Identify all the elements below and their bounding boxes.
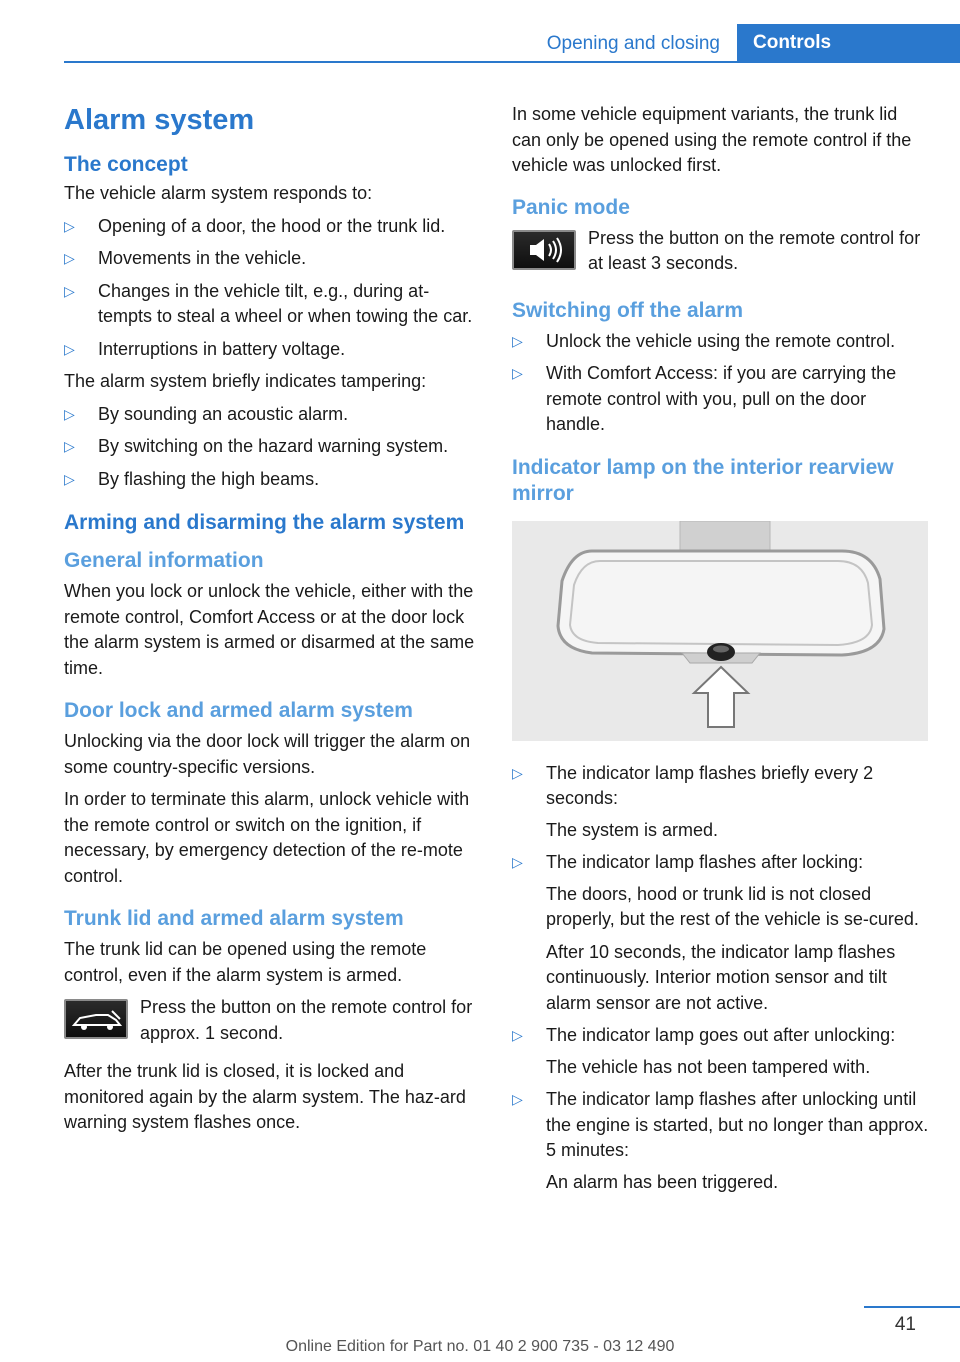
list-item-continuation: After 10 seconds, the indicator lamp flashes continuously. Interior motion sensor and tilt alarm sensor are not active. <box>546 941 896 1013</box>
triangle-bullet-icon: ▷ <box>64 405 75 422</box>
list-item <box>512 361 930 438</box>
triangle-bullet-icon: ▷ <box>512 764 523 781</box>
list-item <box>512 761 930 844</box>
triangle-bullet-icon: ▷ <box>512 1091 523 1107</box>
concept-intro: The vehicle alarm system responds to: <box>64 183 373 203</box>
list-item-text: Opening of a door, the hood or the trunk lid. <box>98 215 446 236</box>
list-item-text: The indicator lamp goes out after unlocking: <box>546 1025 896 1045</box>
edition-note: Online Edition for Part no. 01 40 2 900 735 - 03 12 490 <box>285 1338 675 1355</box>
list-item <box>64 214 482 240</box>
list-item-continuation: The vehicle has not been tampered with. <box>546 1056 871 1077</box>
list-item <box>512 1087 930 1195</box>
door-lock-text-2: In order to terminate this alarm, unlock vehicle with the remote control or switch on the ignition, if necessary, by emergency detection of the re‐mote control. <box>64 789 470 886</box>
list-item-text: By sounding an acoustic alarm. <box>98 403 349 424</box>
list-item <box>64 246 482 272</box>
list-item-continuation: The system is armed. <box>546 819 719 840</box>
list-item <box>64 337 482 363</box>
trunk-heading: Trunk lid and armed alarm system <box>64 907 404 930</box>
list-item-text: Interruptions in battery voltage. <box>98 338 346 359</box>
list-item-text: With Comfort Access: if you are carrying the remote control with you, pull on the door handle. <box>546 363 897 434</box>
list-item-text: Unlock the vehicle using the remote control. <box>546 330 896 351</box>
footer-rule <box>864 1306 960 1308</box>
list-item <box>64 467 482 493</box>
triangle-bullet-icon: ▷ <box>64 470 75 487</box>
triangle-bullet-icon: ▷ <box>512 332 523 349</box>
triangle-bullet-icon: ▷ <box>512 365 523 381</box>
triangle-bullet-icon: ▷ <box>64 282 75 299</box>
header-chapter-tab: Controls <box>737 24 960 62</box>
list-item <box>64 402 482 428</box>
concept-heading: The concept <box>64 153 188 176</box>
header-section-title: Opening and closing <box>546 33 720 54</box>
page-title: Alarm system <box>64 104 255 136</box>
indicator-heading: Indicator lamp on the interior rearview mirror <box>512 455 894 505</box>
list-item-continuation: An alarm has been triggered. <box>546 1171 779 1192</box>
switch-off-list <box>512 329 930 438</box>
panic-text: Press the button on the remote control for at least 3 seconds. <box>588 227 921 273</box>
triangle-bullet-icon: ▷ <box>512 1027 523 1043</box>
triangle-bullet-icon: ▷ <box>512 854 523 870</box>
triangle-bullet-icon: ▷ <box>64 340 75 357</box>
list-item <box>512 329 930 355</box>
general-info-heading: General information <box>64 549 264 572</box>
triangle-bullet-icon: ▷ <box>64 250 75 266</box>
panic-heading: Panic mode <box>512 195 630 219</box>
door-lock-heading: Door lock and armed alarm system <box>64 699 413 722</box>
trunk-button-row <box>64 995 482 1047</box>
trunk-button-text: Press the button on the remote control for approx. 1 second. <box>140 997 473 1043</box>
speaker-icon <box>512 230 576 270</box>
trunk-text: The trunk lid can be opened using the remote control, even if the alarm system is armed. <box>64 939 427 985</box>
door-lock-text-1: Unlocking via the door lock will trigger the alarm on some country-specific versions. <box>64 731 471 777</box>
list-item-text: Changes in the vehicle tilt, e.g., during at‐tempts to steal a wheel or when towing the car. <box>98 280 473 326</box>
trunk-after-text: After the trunk lid is closed, it is locked and monitored again by the alarm system. The haz‐ard warning system flashes once. <box>64 1061 466 1132</box>
list-item-text: The indicator lamp flashes after unlocking until the engine is started, but no longer than approx. 5 minutes: <box>546 1089 929 1160</box>
list-item-text: The indicator lamp flashes briefly every 2 seconds: <box>546 762 874 808</box>
tamper-list <box>64 402 482 493</box>
list-item-text: By flashing the high beams. <box>98 468 320 489</box>
tamper-intro: The alarm system briefly indicates tampering: <box>64 371 427 391</box>
list-item-continuation: The doors, hood or trunk lid is not closed properly, but the rest of the vehicle is se‐cured. <box>546 883 919 929</box>
right-column <box>512 102 930 1202</box>
panic-button-row <box>512 226 930 278</box>
variant-text: In some vehicle equipment variants, the trunk lid can only be opened using the remote control if the vehicle was unlocked first. <box>512 104 912 175</box>
list-item <box>512 850 930 1016</box>
indicator-list <box>512 761 930 1196</box>
mirror-illustration <box>512 521 928 741</box>
car-trunk-icon <box>64 999 128 1039</box>
list-item <box>64 434 482 460</box>
triangle-bullet-icon: ▷ <box>64 438 75 454</box>
triangle-bullet-icon: ▷ <box>64 217 75 234</box>
page-number: 41 <box>894 1314 916 1335</box>
switch-off-heading: Switching off the alarm <box>512 298 744 322</box>
header-rule <box>64 61 960 63</box>
list-item-text: The indicator lamp flashes after locking: <box>546 852 864 872</box>
list-item-text: Movements in the vehicle. <box>98 248 307 268</box>
left-column <box>64 100 482 1143</box>
arming-heading: Arming and disarming the alarm system <box>64 511 465 534</box>
list-item-text: By switching on the hazard warning system. <box>98 436 449 456</box>
list-item <box>512 1023 930 1080</box>
general-info-text: When you lock or unlock the vehicle, either with the remote control, Comfort Access or at the door lock the alarm system is armed or disarmed at the same time. <box>64 581 475 678</box>
list-item <box>64 279 482 330</box>
responds-list <box>64 214 482 363</box>
